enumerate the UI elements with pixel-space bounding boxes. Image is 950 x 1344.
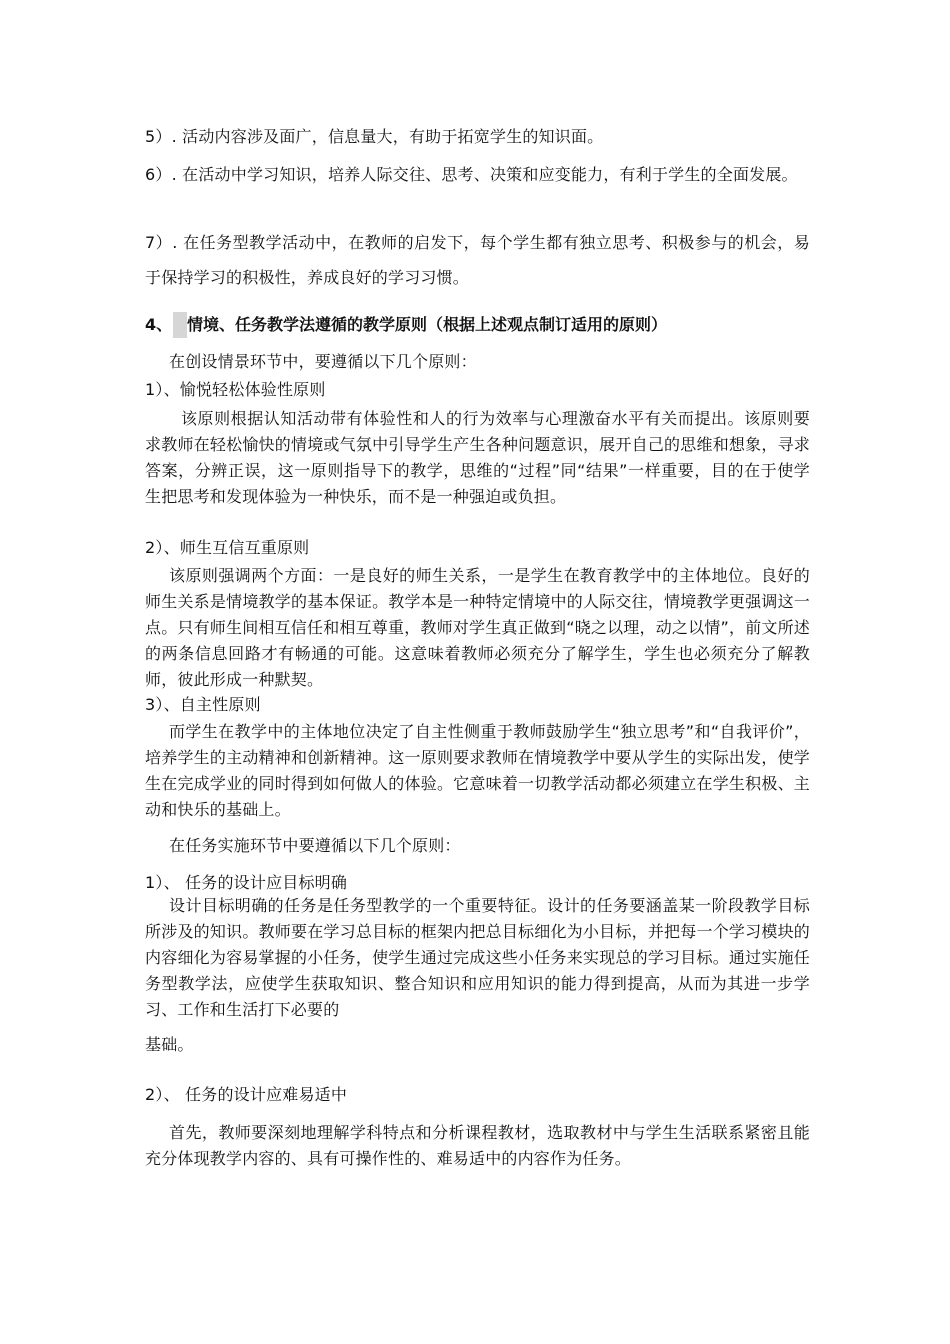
scene-principle-1-body: 该原则根据认知活动带有体验性和人的行为效率与心理激奋水平有关而提出。该原则要求教师在轻松愉快的情境或气氛中引导学生产生各种问题意识，展开自己的思维和想象，寻求答案，分辨正误，这一原则指导下的教学，思维的“过程”同“结果”一样重要，目的在于使学生把思考和发现体验为一种快乐，而不是一种强迫或负担。 [145,409,810,506]
list-item-5: 5）. 活动内容涉及面广，信息量大，有助于拓宽学生的知识面。 [145,127,604,146]
scene-principle-2-title: 2）、师生互信互重原则 [145,538,310,557]
task-principle-2-title: 2）、 任务的设计应难易适中 [145,1085,348,1104]
task-principle-1-title: 1）、 任务的设计应目标明确 [145,873,348,892]
scene-principle-3-body: 而学生在教学中的主体地位决定了自主性侧重于教师鼓励学生“独立思考”和“自我评价”，培养学生的主动精神和创新精神。这一原则要求教师在情境教学中要从学生的实际出发，使学生在完成学业的同时得到如何做人的体验。它意味着一切教学活动都必须建立在学生积极、主动和快乐的基础上。 [145,722,810,819]
task-principle-2-body: 首先，教师要深刻地理解学科特点和分析课程教材，选取教材中与学生生活联系紧密且能充分体现教学内容的、具有可操作性的、难易适中的内容作为任务。 [145,1123,810,1168]
task-principle-1-body: 设计目标明确的任务是任务型教学的一个重要特征。设计的任务要涵盖某一阶段教学目标所涉及的知识。教师要在学习总目标的框架内把总目标细化为小目标，并把每一个学习模块的内容细化为容易掌握的小任务，使学生通过完成这些小任务来实现总的学习目标。通过实施任务型教学法，应使学生获取知识、整合知识和应用知识的能力得到提高，从而为其进一步学习、工作和生活打下必要的 [145,896,810,1019]
list-item-6: 6）. 在活动中学习知识，培养人际交往、思考、决策和应变能力，有利于学生的全面发展。 [145,165,798,184]
section-heading [145,312,810,338]
scene-principle-3-title: 3）、自主性原则 [145,695,261,714]
task-intro: 在任务实施环节中要遵循以下几个原则： [169,836,461,855]
list-item-7: 7）. 在任务型教学活动中，在教师的启发下，每个学生都有独立思考、积极参与的机会，易于保持学习的积极性，养成良好的学习习惯。 [145,233,810,287]
section-number: 4、 [145,312,187,338]
scene-intro: 在创设情景环节中，要遵循以下几个原则： [169,352,477,371]
section-title: 情境、任务教学法遵循的教学原则（根据上述观点制订适用的原则） [187,315,668,334]
scene-principle-1-title: 1）、愉悦轻松体验性原则 [145,380,326,399]
task-principle-1-body-tail: 基础。 [145,1035,194,1054]
scene-principle-2-body: 该原则强调两个方面：一是良好的师生关系，一是学生在教育教学中的主体地位。良好的师生关系是情境教学的基本保证。教学本是一种特定情境中的人际交往，情境教学更强调这一点。只有师生间相互信任和相互尊重，教师对学生真正做到“晓之以理，动之以情”，前文所述的两条信息回路才有畅通的可能。这意味着教师必须充分了解学生，学生也必须充分了解教师，彼此形成一种默契。 [145,566,810,689]
